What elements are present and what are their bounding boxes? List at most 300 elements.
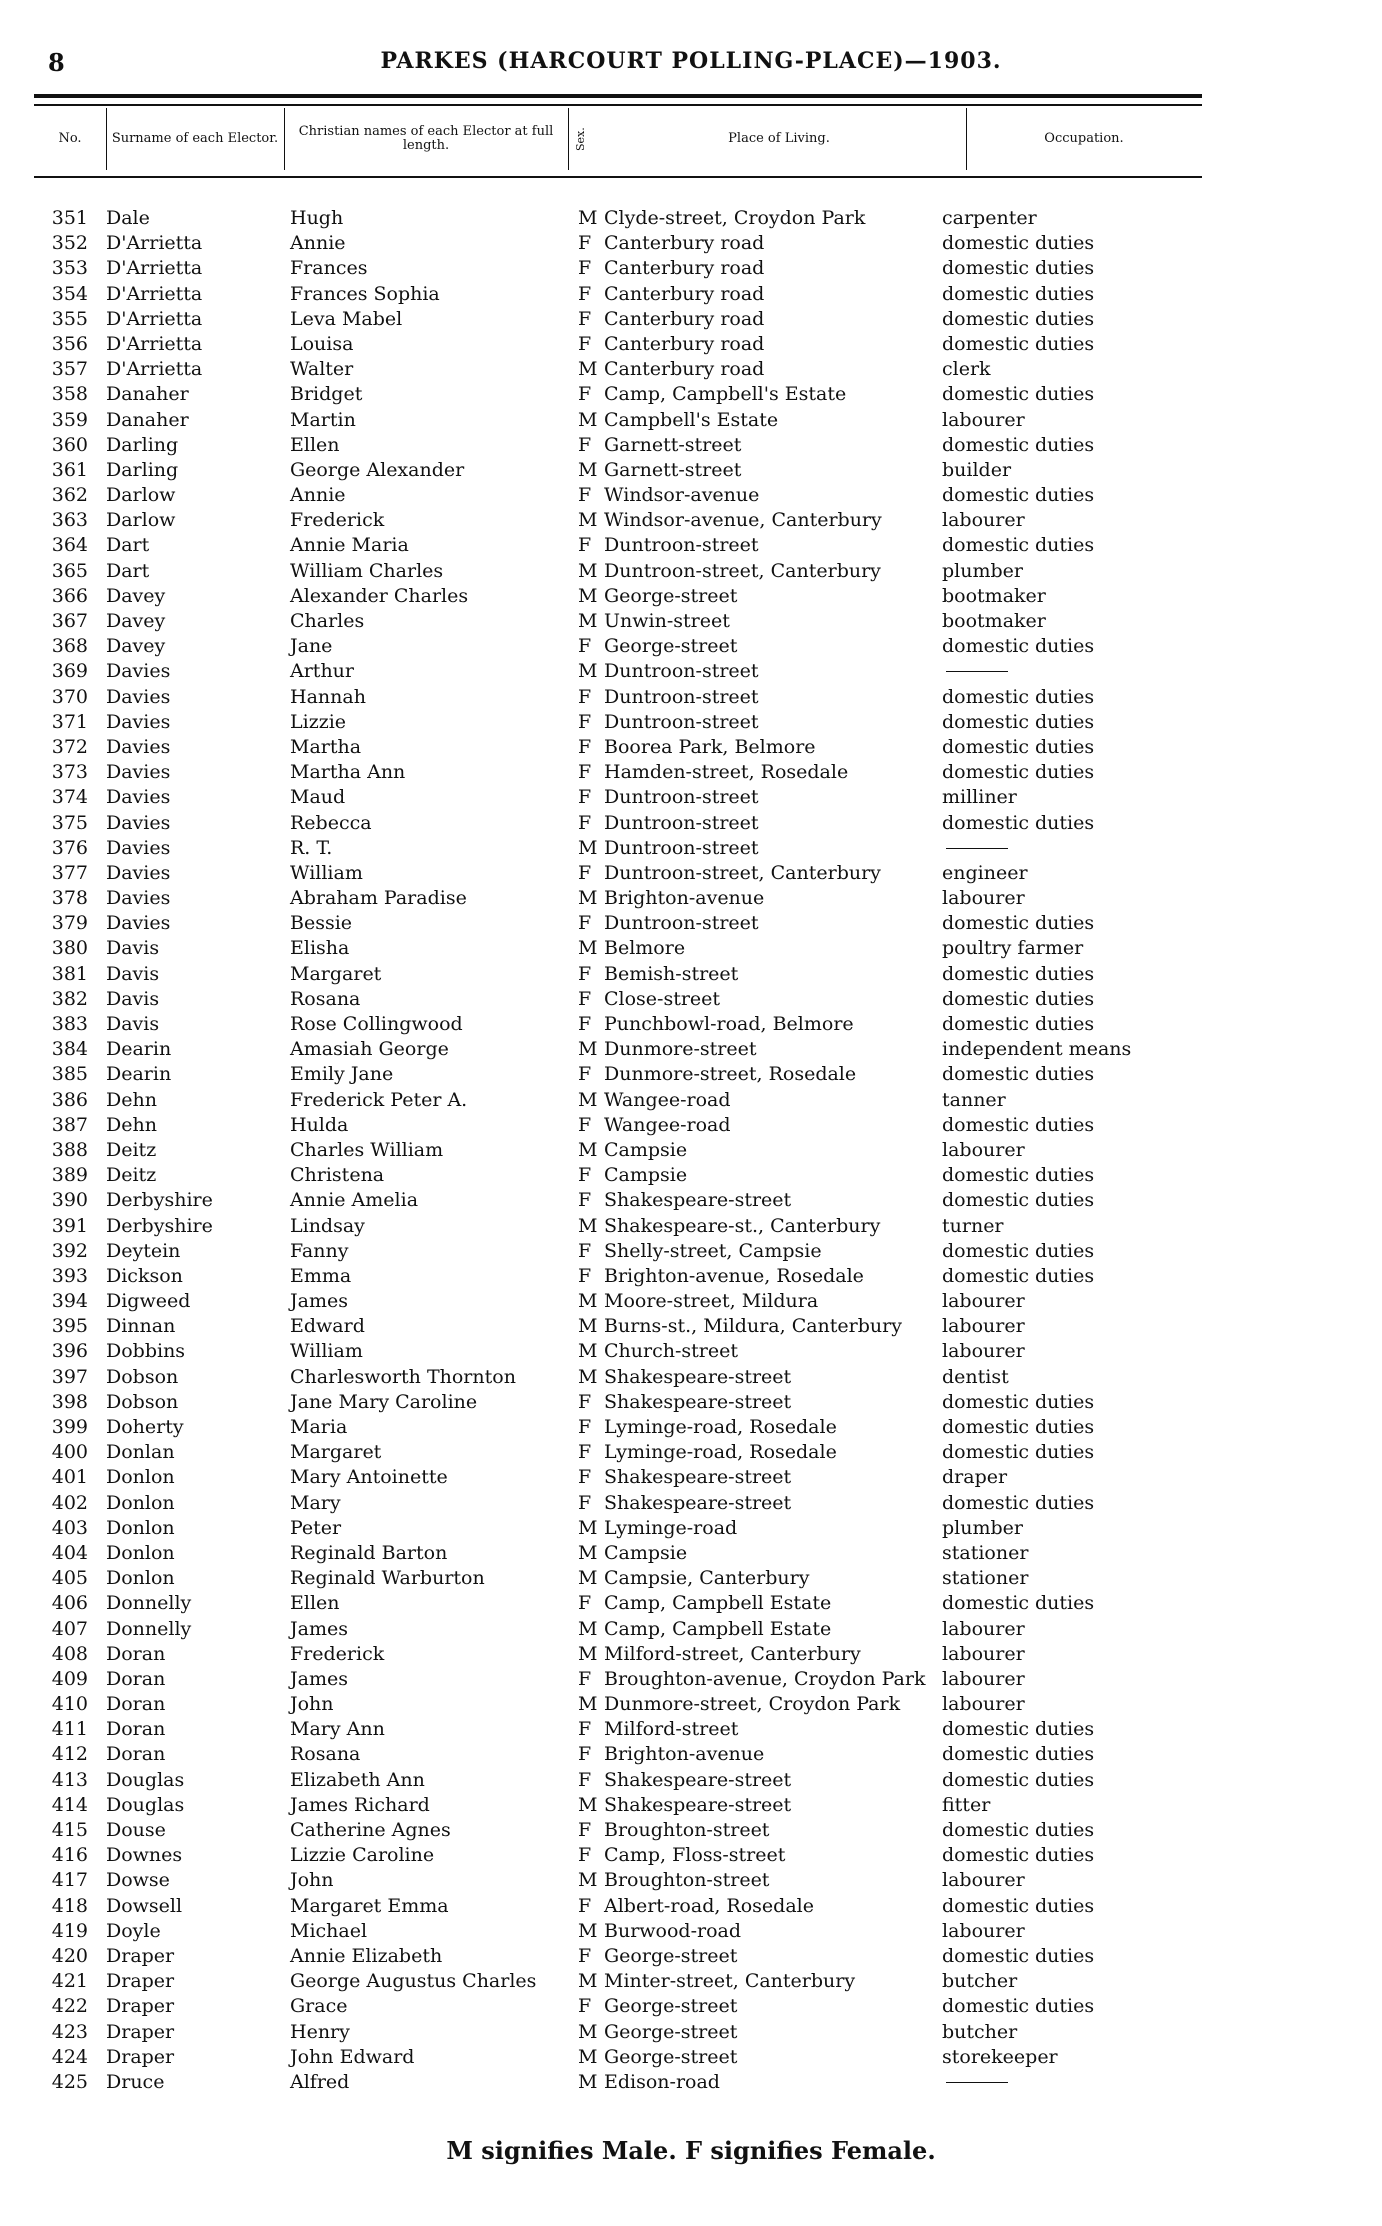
elector-christian-names: Abraham Paradise bbox=[290, 887, 467, 910]
elector-occupation: domestic duties bbox=[942, 761, 1095, 784]
elector-christian-names: Ellen bbox=[290, 1592, 340, 1615]
occupation-blank-dash bbox=[946, 848, 1008, 849]
elector-christian-names: James bbox=[290, 1667, 348, 1690]
elector-place-of-living: George-street bbox=[604, 584, 738, 607]
elector-sex: M bbox=[578, 1214, 598, 1237]
header-surname: Surname of each Elector. bbox=[106, 108, 285, 170]
elector-number: 375 bbox=[51, 811, 88, 834]
elector-place-of-living: Garnett-street bbox=[604, 458, 742, 481]
elector-place-of-living: Broughton-street bbox=[604, 1819, 770, 1841]
elector-number: 377 bbox=[51, 861, 88, 884]
elector-number: 378 bbox=[51, 887, 88, 910]
elector-surname: Donlon bbox=[106, 1516, 175, 1539]
elector-number: 352 bbox=[51, 232, 88, 255]
elector-sex: F bbox=[578, 861, 592, 884]
elector-surname: Davies bbox=[106, 887, 171, 910]
elector-place-of-living: Canterbury road bbox=[604, 282, 765, 305]
elector-sex: F bbox=[578, 1013, 592, 1035]
elector-christian-names: Charlesworth Thornton bbox=[290, 1365, 516, 1388]
page-number: 8 bbox=[48, 48, 65, 77]
elector-surname: Doran bbox=[106, 1642, 166, 1665]
elector-sex: M bbox=[578, 408, 598, 431]
elector-row bbox=[0, 1894, 1382, 1919]
elector-occupation: domestic duties bbox=[942, 811, 1095, 834]
elector-row bbox=[0, 559, 1382, 584]
elector-row bbox=[0, 760, 1382, 785]
elector-sex: M bbox=[578, 458, 598, 481]
elector-place-of-living: Milford-street, Canterbury bbox=[604, 1642, 861, 1665]
elector-occupation: domestic duties bbox=[942, 383, 1095, 406]
elector-row bbox=[0, 1566, 1382, 1591]
elector-number: 363 bbox=[51, 509, 88, 532]
elector-place-of-living: Canterbury road bbox=[604, 307, 765, 330]
elector-place-of-living: Canterbury road bbox=[604, 257, 765, 280]
elector-surname: Davis bbox=[106, 937, 160, 960]
elector-surname: Dale bbox=[106, 207, 150, 229]
elector-sex: F bbox=[578, 1189, 592, 1212]
elector-surname: Davies bbox=[106, 861, 171, 884]
elector-occupation: domestic duties bbox=[942, 987, 1095, 1010]
elector-sex: F bbox=[578, 962, 592, 985]
elector-number: 391 bbox=[51, 1214, 88, 1237]
elector-christian-names: Annie Amelia bbox=[290, 1189, 419, 1212]
elector-place-of-living: Unwin-street bbox=[604, 610, 730, 632]
elector-sex: F bbox=[578, 1592, 592, 1615]
elector-place-of-living: Shakespeare-street bbox=[604, 1390, 792, 1413]
elector-place-of-living: Duntroon-street, Canterbury bbox=[604, 861, 881, 884]
elector-row bbox=[0, 1138, 1382, 1163]
elector-row bbox=[0, 2020, 1382, 2045]
elector-number: 410 bbox=[51, 1693, 88, 1716]
elector-number: 416 bbox=[51, 1844, 88, 1867]
elector-occupation: plumber bbox=[942, 1516, 1023, 1539]
elector-number: 351 bbox=[51, 207, 88, 229]
elector-christian-names: Elizabeth Ann bbox=[290, 1768, 425, 1791]
elector-occupation: storekeeper bbox=[942, 2045, 1058, 2068]
elector-sex: M bbox=[578, 358, 598, 381]
elector-surname: Doran bbox=[106, 1718, 166, 1741]
elector-sex: M bbox=[578, 1138, 598, 1161]
elector-occupation: butcher bbox=[942, 1970, 1018, 1993]
header-occupation: Occupation. bbox=[1044, 131, 1124, 146]
elector-christian-names: Hugh bbox=[290, 207, 344, 229]
elector-number: 398 bbox=[51, 1390, 88, 1413]
elector-surname: Darlow bbox=[106, 509, 176, 532]
elector-row bbox=[0, 1239, 1382, 1264]
elector-row bbox=[0, 836, 1382, 861]
elector-surname: Davies bbox=[106, 786, 171, 809]
elector-row bbox=[0, 332, 1382, 357]
elector-place-of-living: Duntroon-street bbox=[604, 811, 759, 834]
elector-number: 423 bbox=[51, 2020, 88, 2043]
elector-occupation: domestic duties bbox=[942, 484, 1095, 507]
elector-christian-names: Martha bbox=[290, 735, 362, 758]
elector-row bbox=[0, 1944, 1382, 1969]
elector-sex: F bbox=[578, 232, 592, 255]
elector-christian-names: Grace bbox=[290, 1995, 348, 2018]
elector-number: 393 bbox=[51, 1264, 88, 1287]
elector-occupation: domestic duties bbox=[942, 307, 1095, 330]
elector-number: 371 bbox=[51, 710, 88, 733]
elector-row bbox=[0, 231, 1382, 256]
elector-sex: M bbox=[578, 1970, 598, 1993]
elector-row bbox=[0, 609, 1382, 634]
elector-number: 424 bbox=[51, 2045, 88, 2068]
elector-christian-names: Hulda bbox=[290, 1113, 349, 1136]
elector-surname: Dowsell bbox=[106, 1894, 183, 1917]
elector-number: 364 bbox=[51, 534, 88, 557]
elector-place-of-living: Camp, Campbell Estate bbox=[604, 1592, 832, 1615]
elector-sex: F bbox=[578, 1264, 592, 1287]
elector-number: 383 bbox=[51, 1013, 88, 1035]
elector-place-of-living: Dunmore-street, Croydon Park bbox=[604, 1693, 901, 1716]
elector-sex: F bbox=[578, 1063, 592, 1086]
elector-christian-names: Rosana bbox=[290, 1743, 361, 1766]
elector-row bbox=[0, 987, 1382, 1012]
elector-row bbox=[0, 1919, 1382, 1944]
elector-occupation: independent means bbox=[942, 1038, 1132, 1061]
elector-place-of-living: Burns-st., Mildura, Canterbury bbox=[604, 1315, 902, 1338]
elector-christian-names: Maria bbox=[290, 1416, 348, 1438]
elector-christian-names: Mary Ann bbox=[290, 1718, 385, 1741]
elector-place-of-living: George-street bbox=[604, 1944, 738, 1967]
elector-place-of-living: Wangee-road bbox=[604, 1088, 731, 1111]
elector-row bbox=[0, 962, 1382, 987]
elector-occupation: domestic duties bbox=[942, 1264, 1095, 1287]
elector-row bbox=[0, 1264, 1382, 1289]
elector-sex: F bbox=[578, 1768, 592, 1791]
elector-surname: Darlow bbox=[106, 484, 176, 507]
elector-christian-names: William bbox=[290, 861, 363, 884]
elector-occupation: labourer bbox=[942, 1340, 1025, 1363]
elector-occupation: domestic duties bbox=[942, 1113, 1095, 1136]
elector-christian-names: Charles William bbox=[290, 1138, 444, 1161]
elector-row bbox=[0, 508, 1382, 533]
elector-surname: Davies bbox=[106, 811, 171, 834]
elector-row bbox=[0, 382, 1382, 407]
elector-row bbox=[0, 936, 1382, 961]
elector-number: 419 bbox=[51, 1919, 88, 1942]
elector-sex: M bbox=[578, 1617, 598, 1640]
elector-sex: M bbox=[578, 509, 598, 532]
elector-sex: M bbox=[578, 1567, 598, 1590]
elector-sex: F bbox=[578, 433, 592, 456]
elector-number: 361 bbox=[51, 458, 88, 481]
elector-row bbox=[0, 1591, 1382, 1616]
elector-row bbox=[0, 1088, 1382, 1113]
elector-number: 394 bbox=[51, 1290, 88, 1313]
elector-christian-names: Frances Sophia bbox=[290, 282, 440, 305]
elector-surname: Donlan bbox=[106, 1441, 175, 1464]
elector-sex: F bbox=[578, 1844, 592, 1867]
elector-row bbox=[0, 1843, 1382, 1868]
elector-row bbox=[0, 483, 1382, 508]
elector-surname: Digweed bbox=[106, 1290, 191, 1313]
elector-number: 404 bbox=[51, 1541, 88, 1564]
elector-place-of-living: George-street bbox=[604, 2020, 738, 2043]
elector-place-of-living: Duntroon-street bbox=[604, 786, 759, 809]
elector-surname: Dobson bbox=[106, 1365, 179, 1388]
elector-row bbox=[0, 1793, 1382, 1818]
elector-occupation: domestic duties bbox=[942, 735, 1095, 758]
elector-row bbox=[0, 1617, 1382, 1642]
elector-row bbox=[0, 1994, 1382, 2019]
elector-sex: F bbox=[578, 635, 592, 658]
elector-christian-names: William bbox=[290, 1340, 363, 1363]
elector-row bbox=[0, 886, 1382, 911]
elector-number: 425 bbox=[51, 2070, 88, 2093]
elector-christian-names: Emma bbox=[290, 1264, 352, 1287]
elector-number: 360 bbox=[51, 433, 88, 456]
elector-number: 381 bbox=[51, 962, 88, 985]
elector-sex: F bbox=[578, 987, 592, 1010]
elector-christian-names: Frederick Peter A. bbox=[290, 1088, 468, 1111]
elector-number: 356 bbox=[51, 332, 88, 355]
elector-row bbox=[0, 1969, 1382, 1994]
elector-row bbox=[0, 634, 1382, 659]
elector-occupation: domestic duties bbox=[942, 1819, 1095, 1841]
elector-surname: Davies bbox=[106, 912, 171, 935]
header-rule-bottom bbox=[34, 176, 1202, 178]
elector-sex: M bbox=[578, 1365, 598, 1388]
elector-surname: D'Arrietta bbox=[106, 358, 203, 381]
elector-number: 402 bbox=[51, 1491, 88, 1514]
elector-occupation: stationer bbox=[942, 1567, 1029, 1590]
elector-sex: F bbox=[578, 1466, 592, 1489]
elector-surname: D'Arrietta bbox=[106, 332, 203, 355]
elector-sex: F bbox=[578, 1113, 592, 1136]
elector-surname: Dobson bbox=[106, 1390, 179, 1413]
elector-occupation: carpenter bbox=[942, 207, 1037, 229]
elector-sex: F bbox=[578, 282, 592, 305]
elector-surname: Darling bbox=[106, 433, 179, 456]
elector-number: 405 bbox=[51, 1567, 88, 1590]
elector-sex: F bbox=[578, 484, 592, 507]
elector-surname: Doyle bbox=[106, 1919, 161, 1942]
elector-christian-names: Hannah bbox=[290, 685, 366, 708]
elector-sex: F bbox=[578, 912, 592, 935]
elector-place-of-living: Duntroon-street bbox=[604, 685, 759, 708]
elector-christian-names: William Charles bbox=[290, 559, 444, 582]
elector-row bbox=[0, 2045, 1382, 2070]
elector-surname: Dart bbox=[106, 534, 150, 557]
elector-sex: F bbox=[578, 1441, 592, 1464]
occupation-blank-dash bbox=[946, 2082, 1008, 2083]
elector-christian-names: Margaret bbox=[290, 1441, 382, 1464]
elector-place-of-living: Close-street bbox=[604, 987, 721, 1010]
elector-occupation: labourer bbox=[942, 1642, 1025, 1665]
elector-surname: Dinnan bbox=[106, 1315, 176, 1338]
elector-occupation: plumber bbox=[942, 559, 1023, 582]
elector-row bbox=[0, 408, 1382, 433]
elector-sex: F bbox=[578, 332, 592, 355]
elector-number: 379 bbox=[51, 912, 88, 935]
elector-row bbox=[0, 584, 1382, 609]
elector-place-of-living: Brighton-avenue bbox=[604, 1743, 765, 1766]
elector-row bbox=[0, 458, 1382, 483]
elector-row bbox=[0, 1717, 1382, 1742]
elector-sex: M bbox=[578, 937, 598, 960]
elector-row bbox=[0, 357, 1382, 382]
elector-sex: F bbox=[578, 1819, 592, 1841]
elector-christian-names: Leva Mabel bbox=[290, 307, 403, 330]
elector-occupation: domestic duties bbox=[942, 1491, 1095, 1514]
elector-surname: Doran bbox=[106, 1667, 166, 1690]
elector-place-of-living: Shakespeare-st., Canterbury bbox=[604, 1214, 881, 1237]
elector-surname: Davies bbox=[106, 660, 171, 683]
elector-occupation: draper bbox=[942, 1466, 1008, 1489]
elector-christian-names: Fanny bbox=[290, 1239, 349, 1262]
elector-number: 365 bbox=[51, 559, 88, 582]
elector-surname: Douglas bbox=[106, 1793, 185, 1816]
elector-number: 399 bbox=[51, 1416, 88, 1438]
elector-number: 395 bbox=[51, 1315, 88, 1338]
elector-row bbox=[0, 1667, 1382, 1692]
elector-occupation: domestic duties bbox=[942, 1768, 1095, 1791]
elector-occupation: domestic duties bbox=[942, 282, 1095, 305]
elector-number: 401 bbox=[51, 1466, 88, 1489]
elector-row bbox=[0, 785, 1382, 810]
elector-row bbox=[0, 1818, 1382, 1843]
elector-christian-names: Frances bbox=[290, 257, 368, 280]
elector-number: 411 bbox=[51, 1718, 88, 1741]
elector-row bbox=[0, 1768, 1382, 1793]
elector-occupation: engineer bbox=[942, 861, 1028, 884]
elector-sex: M bbox=[578, 610, 598, 632]
elector-christian-names: John Edward bbox=[290, 2045, 415, 2068]
elector-sex: F bbox=[578, 786, 592, 809]
elector-occupation: turner bbox=[942, 1214, 1004, 1237]
elector-occupation: domestic duties bbox=[942, 685, 1095, 708]
elector-surname: Davies bbox=[106, 685, 171, 708]
elector-christian-names: Annie Elizabeth bbox=[290, 1944, 443, 1967]
elector-surname: Dehn bbox=[106, 1113, 157, 1136]
elector-sex: M bbox=[578, 1340, 598, 1363]
elector-surname: Dearin bbox=[106, 1063, 172, 1086]
elector-occupation: domestic duties bbox=[942, 1718, 1095, 1741]
elector-occupation: domestic duties bbox=[942, 1944, 1095, 1967]
elector-number: 354 bbox=[51, 282, 88, 305]
elector-christian-names: Martha Ann bbox=[290, 761, 406, 784]
elector-christian-names: Elisha bbox=[290, 937, 350, 960]
elector-christian-names: Frederick bbox=[290, 1642, 385, 1665]
elector-place-of-living: Duntroon-street bbox=[604, 660, 759, 683]
elector-number: 353 bbox=[51, 257, 88, 280]
elector-place-of-living: Clyde-street, Croydon Park bbox=[604, 207, 866, 229]
elector-number: 408 bbox=[51, 1642, 88, 1665]
elector-sex: M bbox=[578, 660, 598, 683]
elector-occupation: labourer bbox=[942, 1667, 1025, 1690]
elector-christian-names: Alexander Charles bbox=[290, 584, 469, 607]
elector-surname: Draper bbox=[106, 1944, 175, 1967]
elector-christian-names: Rebecca bbox=[290, 811, 372, 834]
elector-surname: Donlon bbox=[106, 1567, 175, 1590]
elector-row bbox=[0, 1012, 1382, 1037]
elector-surname: Davies bbox=[106, 735, 171, 758]
elector-surname: Davies bbox=[106, 710, 171, 733]
elector-christian-names: Annie Maria bbox=[290, 534, 409, 557]
elector-sex: M bbox=[578, 207, 598, 229]
elector-christian-names: Reginald Barton bbox=[290, 1541, 448, 1564]
elector-christian-names: Rosana bbox=[290, 987, 361, 1010]
elector-christian-names: John bbox=[290, 1693, 334, 1716]
elector-occupation: dentist bbox=[942, 1365, 1009, 1388]
elector-sex: M bbox=[578, 1290, 598, 1313]
elector-number: 374 bbox=[51, 786, 88, 809]
elector-sex: F bbox=[578, 1718, 592, 1741]
elector-christian-names: George Alexander bbox=[290, 458, 465, 481]
elector-surname: Danaher bbox=[106, 383, 189, 406]
elector-row bbox=[0, 1390, 1382, 1415]
elector-number: 415 bbox=[51, 1819, 88, 1841]
elector-occupation: stationer bbox=[942, 1541, 1029, 1564]
elector-occupation: domestic duties bbox=[942, 635, 1095, 658]
elector-number: 367 bbox=[51, 610, 88, 632]
elector-christian-names: Emily Jane bbox=[290, 1063, 394, 1086]
elector-christian-names: Bessie bbox=[290, 912, 353, 935]
elector-row bbox=[0, 1214, 1382, 1239]
elector-occupation: domestic duties bbox=[942, 710, 1095, 733]
sex-legend-footer: M signifies Male. F signifies Female. bbox=[446, 2136, 936, 2165]
elector-surname: Davey bbox=[106, 584, 166, 607]
elector-place-of-living: Dunmore-street bbox=[604, 1038, 757, 1061]
elector-surname: Draper bbox=[106, 1995, 175, 2018]
elector-sex: F bbox=[578, 1416, 592, 1438]
elector-number: 387 bbox=[51, 1113, 88, 1136]
elector-number: 414 bbox=[51, 1793, 88, 1816]
elector-christian-names: Annie bbox=[290, 232, 346, 255]
elector-occupation: domestic duties bbox=[942, 534, 1095, 557]
elector-sex: M bbox=[578, 1516, 598, 1539]
elector-christian-names: Mary bbox=[290, 1491, 341, 1514]
elector-row bbox=[0, 1440, 1382, 1465]
elector-surname: Donnelly bbox=[106, 1617, 192, 1640]
elector-place-of-living: Milford-street bbox=[604, 1718, 739, 1741]
elector-place-of-living: Duntroon-street bbox=[604, 836, 759, 859]
elector-number: 369 bbox=[51, 660, 88, 683]
elector-row bbox=[0, 256, 1382, 281]
elector-place-of-living: Camp, Campbell's Estate bbox=[604, 383, 847, 406]
elector-row bbox=[0, 206, 1382, 231]
elector-christian-names: Margaret Emma bbox=[290, 1894, 449, 1917]
elector-sex: M bbox=[578, 1793, 598, 1816]
elector-sex: F bbox=[578, 811, 592, 834]
elector-surname: Doherty bbox=[106, 1416, 184, 1438]
elector-number: 384 bbox=[51, 1038, 88, 1061]
elector-row bbox=[0, 735, 1382, 760]
elector-occupation: domestic duties bbox=[942, 232, 1095, 255]
elector-occupation: labourer bbox=[942, 1138, 1025, 1161]
elector-occupation: domestic duties bbox=[942, 1844, 1095, 1867]
elector-christian-names: Michael bbox=[290, 1919, 368, 1942]
elector-occupation: butcher bbox=[942, 2020, 1018, 2043]
elector-place-of-living: Minter-street, Canterbury bbox=[604, 1970, 856, 1993]
elector-place-of-living: Camp, Campbell Estate bbox=[604, 1617, 832, 1640]
elector-surname: Davies bbox=[106, 761, 171, 784]
elector-occupation: builder bbox=[942, 458, 1012, 481]
elector-surname: D'Arrietta bbox=[106, 282, 203, 305]
elector-place-of-living: Duntroon-street bbox=[604, 534, 759, 557]
elector-number: 407 bbox=[51, 1617, 88, 1640]
elector-place-of-living: Wangee-road bbox=[604, 1113, 731, 1136]
elector-number: 362 bbox=[51, 484, 88, 507]
elector-christian-names: Louisa bbox=[290, 332, 354, 355]
elector-sex: F bbox=[578, 1239, 592, 1262]
elector-number: 388 bbox=[51, 1138, 88, 1161]
elector-row bbox=[0, 1062, 1382, 1087]
elector-row bbox=[0, 433, 1382, 458]
elector-place-of-living: Duntroon-street, Canterbury bbox=[604, 559, 881, 582]
